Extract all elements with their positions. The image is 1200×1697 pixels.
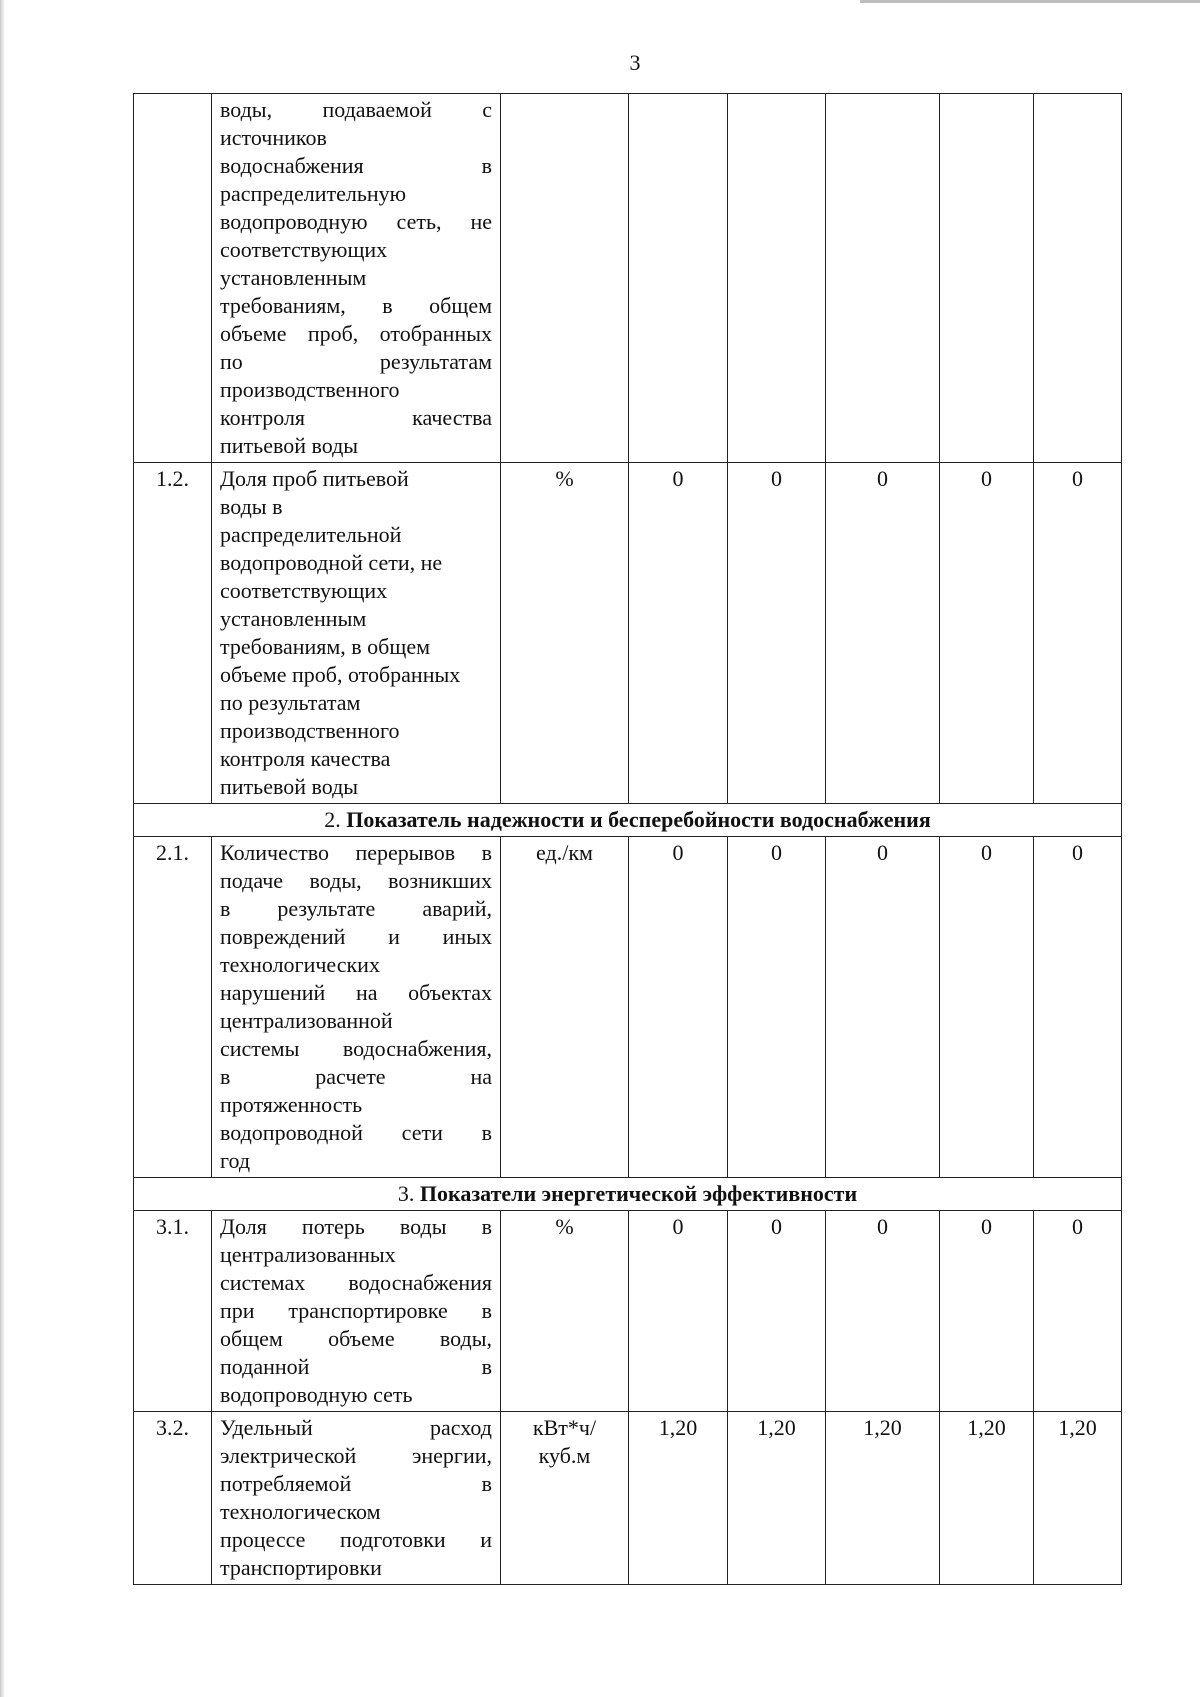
description-line: распределительную xyxy=(220,181,407,206)
indicator-value xyxy=(728,94,826,463)
indicator-description xyxy=(212,1412,501,1585)
indicator-value xyxy=(826,94,940,463)
description-line: системы водоснабжения, xyxy=(220,1036,492,1061)
description-line: водоснабжения в xyxy=(220,153,492,178)
indicator-value: 0 xyxy=(940,463,1034,804)
row-number: 1.2. xyxy=(134,463,212,804)
description-line: повреждений и иных xyxy=(220,924,492,949)
description-line: распределительной xyxy=(220,522,402,547)
indicator-value xyxy=(940,94,1034,463)
section-header-row xyxy=(134,804,1122,837)
unit-of-measure: % xyxy=(501,1211,629,1412)
indicator-value: 0 xyxy=(1034,837,1122,1178)
description-line: установленным xyxy=(220,265,367,290)
indicator-value: 0 xyxy=(826,1211,940,1412)
section-title: Показатель надежности и бесперебойности водоснабжения xyxy=(346,807,931,832)
description-line: контроля качества xyxy=(220,746,391,771)
unit-of-measure: кВт*ч/ куб.м xyxy=(501,1412,629,1585)
scan-edge-left xyxy=(0,0,5,1697)
description-line: источников xyxy=(220,125,327,150)
description-line: процессе подготовки и xyxy=(220,1527,492,1552)
description-line: общем объеме воды, xyxy=(220,1326,492,1351)
description-line: при транспортировке в xyxy=(220,1298,492,1323)
description-line: установленным xyxy=(220,606,367,631)
table-row xyxy=(134,837,1122,1178)
description-line: Количество перерывов в xyxy=(220,840,492,865)
indicator-value: 1,20 xyxy=(940,1412,1034,1585)
table-row xyxy=(134,463,1122,804)
indicator-value xyxy=(1034,94,1122,463)
description-line: нарушений на объектах xyxy=(220,980,492,1005)
description-line: подаче воды, возникших xyxy=(220,868,492,893)
indicator-value: 0 xyxy=(629,463,728,804)
row-number xyxy=(134,94,212,463)
description-line: производственного xyxy=(220,718,400,743)
description-line: транспортировки xyxy=(220,1555,382,1580)
scan-edge-top xyxy=(860,0,1200,3)
description-line: потребляемой в xyxy=(220,1471,492,1496)
indicator-value: 1,20 xyxy=(826,1412,940,1585)
indicator-description xyxy=(212,837,501,1178)
description-line: Удельный расход xyxy=(220,1415,492,1440)
indicator-value: 1,20 xyxy=(1034,1412,1122,1585)
indicator-value: 0 xyxy=(629,837,728,1178)
description-line: системах водоснабжения xyxy=(220,1270,492,1295)
description-line: Доля потерь воды в xyxy=(220,1214,492,1239)
indicator-value: 1,20 xyxy=(629,1412,728,1585)
unit-of-measure: ед./км xyxy=(501,837,629,1178)
indicator-description xyxy=(212,1211,501,1412)
description-line: соответствующих xyxy=(220,578,388,603)
section-header xyxy=(134,804,1122,837)
description-line: технологических xyxy=(220,952,380,977)
description-line: технологическом xyxy=(220,1499,381,1524)
description-line: водопроводную сеть xyxy=(220,1382,413,1407)
indicator-value: 0 xyxy=(940,837,1034,1178)
description-line: контроля качества xyxy=(220,405,492,430)
indicator-value: 0 xyxy=(826,837,940,1178)
description-line: протяженность xyxy=(220,1092,363,1117)
indicator-value: 0 xyxy=(728,463,826,804)
description-line: по результатам xyxy=(220,690,361,715)
description-line: электрической энергии, xyxy=(220,1443,492,1468)
section-header xyxy=(134,1178,1122,1211)
description-line: по результатам xyxy=(220,349,492,374)
description-line: поданной в xyxy=(220,1354,492,1379)
indicators-table xyxy=(133,93,1122,1585)
description-line: питьевой воды xyxy=(220,433,359,458)
description-line: централизованной xyxy=(220,1008,393,1033)
unit-of-measure xyxy=(501,94,629,463)
description-line: в расчете на xyxy=(220,1064,492,1089)
description-line: водопроводной сети, не xyxy=(220,550,443,575)
table-row xyxy=(134,1412,1122,1585)
description-line: соответствующих xyxy=(220,237,388,262)
indicator-value: 0 xyxy=(629,1211,728,1412)
description-line: требованиям, в общем xyxy=(220,634,430,659)
indicator-value: 0 xyxy=(940,1211,1034,1412)
description-line: производственного xyxy=(220,377,400,402)
indicator-description xyxy=(212,94,501,463)
description-line: объеме проб, отобранных xyxy=(220,321,492,346)
table-body xyxy=(134,94,1122,1585)
row-number: 3.2. xyxy=(134,1412,212,1585)
indicator-value: 0 xyxy=(1034,463,1122,804)
indicator-value: 0 xyxy=(728,1211,826,1412)
description-line: в результате аварий, xyxy=(220,896,492,921)
description-line: воды в xyxy=(220,494,283,519)
section-number: 3. xyxy=(397,1181,415,1206)
description-line: воды, подаваемой с xyxy=(220,97,492,122)
indicator-value: 0 xyxy=(826,463,940,804)
description-line: год xyxy=(220,1148,251,1173)
description-line: Доля проб питьевой xyxy=(220,466,409,491)
section-number: 2. xyxy=(324,807,341,832)
table-row xyxy=(134,94,1122,463)
table-row xyxy=(134,1211,1122,1412)
description-line: водопроводную сеть, не xyxy=(220,209,492,234)
indicator-description xyxy=(212,463,501,804)
unit-of-measure: % xyxy=(501,463,629,804)
indicator-value: 1,20 xyxy=(728,1412,826,1585)
description-line: централизованных xyxy=(220,1242,396,1267)
description-line: питьевой воды xyxy=(220,774,359,799)
page-number: 3 xyxy=(629,50,641,75)
row-number: 3.1. xyxy=(134,1211,212,1412)
description-line: требованиям, в общем xyxy=(220,293,492,318)
indicator-value: 0 xyxy=(1034,1211,1122,1412)
description-line: объеме проб, отобранных xyxy=(220,662,461,687)
indicator-value: 0 xyxy=(728,837,826,1178)
section-header-row xyxy=(134,1178,1122,1211)
description-line: водопроводной сети в xyxy=(220,1120,492,1145)
section-title: Показатели энергетической эффективности xyxy=(419,1181,858,1206)
indicator-value xyxy=(629,94,728,463)
row-number: 2.1. xyxy=(134,837,212,1178)
